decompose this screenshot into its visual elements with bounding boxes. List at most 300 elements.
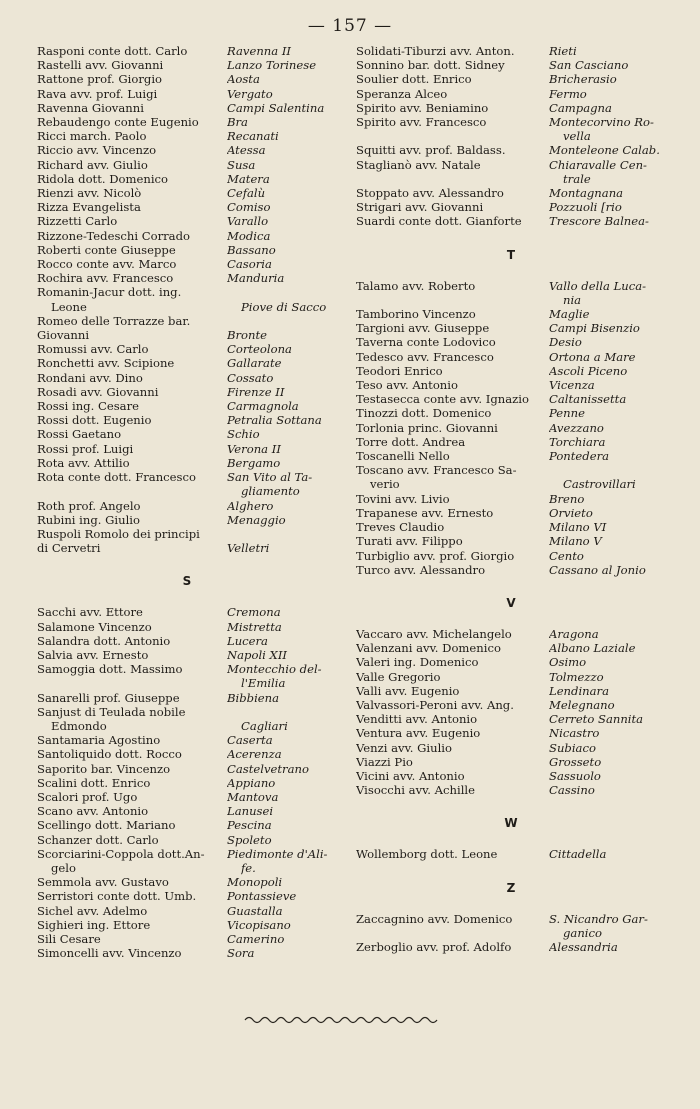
deputy-entry [356,712,666,726]
constituency: Orvieto [549,505,593,520]
deputy-entry [37,399,337,413]
deputy-entry [37,442,337,456]
constituency: Castrovillari [563,477,636,492]
deputy-entry [356,627,666,641]
entry-line [37,172,337,186]
constituency: Caserta [227,733,273,748]
deputy-name: Turbiglio avv. prof. Giorgio [356,548,515,563]
deputy-name: Teso avv. Antonio [356,378,458,393]
constituency: Bergamo [227,455,281,470]
deputy-entry [356,421,666,435]
entry-line [356,712,666,726]
deputy-name: Zaccagnino avv. Domenico [356,911,513,926]
deputy-name: Tinozzi dott. Domenico [356,406,492,421]
constituency: Pozzuoli [rio [549,200,622,215]
constituency: Caltanissetta [549,392,627,407]
entry-line [37,691,337,705]
deputy-entry [37,456,337,470]
deputy-name: Roth prof. Angelo [37,498,141,513]
deputy-entry [356,755,666,769]
deputy-name: Rossi prof. Luigi [37,441,134,456]
deputy-name: Rizzone-Tedeschi Corrado [37,228,190,243]
deputy-entry [356,940,666,954]
deputy-entry [37,527,337,555]
entry-line [37,747,337,761]
entry-line [37,762,337,776]
deputy-name: Scalini dott. Enrico [37,775,151,790]
deputy-entry [37,762,337,776]
deputy-name: Romeo delle Torrazze bar. [37,313,191,328]
constituency: Vicenza [549,378,595,393]
deputy-name: verio [370,477,400,492]
deputy-entry [356,741,666,755]
deputy-entry [356,684,666,698]
entry-line [356,627,666,641]
entry-line [356,655,666,669]
deputy-name: Strigari avv. Giovanni [356,200,484,215]
deputy-name: Torre dott. Andrea [356,434,466,449]
entry-line [37,58,337,72]
entry-line [37,427,337,441]
deputy-entry [356,72,666,86]
constituency: Cefalù [227,186,266,201]
deputy-name: Turco avv. Alessandro [356,562,486,577]
constituency: Manduria [227,271,285,286]
section-letter: Z [506,880,516,895]
constituency: Castelvetrano [227,761,309,776]
constituency: Tolmezzo [549,669,604,684]
deputy-entry [37,44,337,58]
entry-line [37,115,337,129]
entry-line [356,641,666,655]
entry-line [356,463,666,477]
constituency: Bricherasio [549,72,617,87]
deputy-entry [37,172,337,186]
deputy-entry [37,833,337,847]
entry-line [356,435,666,449]
deputy-name: Rattone prof. Giorgio [37,72,163,87]
deputy-entry [356,307,666,321]
deputy-name: Romussi avv. Carlo [37,342,149,357]
entry-line [356,477,666,491]
entry-line [356,378,666,392]
constituency: Monteleone Calab. [549,143,660,158]
constituency: Ravenna II [227,44,292,58]
entry-line [356,158,666,172]
entry-line [37,541,337,555]
constituency: Sora [227,946,255,961]
deputy-name: Sanarelli prof. Giuseppe [37,690,180,705]
constituency: Susa [227,157,256,172]
constituency: Piove di Sacco [241,299,327,314]
deputy-entry [37,605,337,619]
entry-line [37,314,337,328]
deputy-name: Toscanelli Nello [356,449,450,464]
deputy-name: Rubini ing. Giulio [37,512,140,527]
deputy-name: Valle Gregorio [356,669,441,684]
deputy-entry [37,662,337,690]
constituency: Recanati [227,129,279,144]
deputy-name: Venzi avv. Giulio [356,740,452,755]
deputy-entry [37,257,337,271]
deputy-entry [37,705,337,733]
entry-line [356,741,666,755]
entry-line [356,783,666,797]
entry-line [356,321,666,335]
entry-line [37,413,337,427]
deputy-entry [356,449,666,463]
deputy-name: Scano avv. Antonio [37,804,149,819]
entry-line [37,44,337,58]
deputy-name: Ronchetti avv. Scipione [37,356,175,371]
constituency: trale [563,171,591,186]
deputy-entry [37,499,337,513]
deputy-name: Rocco conte avv. Marco [37,257,177,272]
deputy-entry [37,427,337,441]
entry-line [37,904,337,918]
constituency: Matera [227,171,270,186]
constituency: Penne [549,406,585,421]
constituency: Cagliari [241,718,288,733]
constituency: Cassano al Jonio [549,562,646,577]
entry-line [356,926,666,940]
deputy-entry [37,158,337,172]
constituency: Cossato [227,370,274,385]
deputy-name: Saporito bar. Vincenzo [37,761,171,776]
constituency: Montecchio del- [227,662,322,677]
deputy-name: Tovini avv. Livio [356,491,450,506]
constituency: nia [563,292,582,307]
deputy-name: Spirito avv. Beniamino [356,100,489,115]
deputy-name: Sighieri ing. Ettore [37,917,151,932]
entry-line [37,257,337,271]
deputy-name: Rondani avv. Dino [37,370,143,385]
deputy-entry [356,698,666,712]
entry-line [37,129,337,143]
deputy-name: Rossi dott. Eugenio [37,413,152,428]
deputy-name: Staglianò avv. Natale [356,157,481,172]
constituency: Monopoli [227,875,283,890]
constituency: Pontassieve [227,889,297,904]
constituency: Carmagnola [227,399,299,414]
constituency: Bra [227,115,248,130]
constituency: Varallo [227,214,269,229]
entry-line [356,115,666,129]
constituency: Cassino [549,783,595,798]
constituency: Appiano [227,775,276,790]
constituency: Nicastro [549,726,600,741]
entry-line [37,214,337,228]
deputy-entry [356,350,666,364]
entry-line [37,72,337,86]
deputy-name: Ricci march. Paolo [37,129,147,144]
constituency: Avezzano [549,420,604,435]
entry-line [356,307,666,321]
deputy-name: Valvassori-Peroni avv. Ang. [356,697,514,712]
entry-line [356,406,666,420]
deputy-name: Rienzi avv. Nicolò [37,186,142,201]
deputy-name: Samoggia dott. Massimo [37,662,183,677]
entry-line [356,940,666,954]
deputy-name: Santoliquido dott. Rocco [37,747,182,762]
left-column [37,44,337,960]
constituency: Fermo [549,86,587,101]
entry-line [356,279,666,293]
deputy-entry [37,385,337,399]
deputy-entry [37,115,337,129]
constituency: Osimo [549,655,587,670]
deputy-entry [356,335,666,349]
constituency: Lucera [227,633,268,648]
deputy-name: Sanjust di Teulada nobile [37,704,186,719]
constituency: Camerino [227,931,285,946]
constituency: Napoli XII [227,647,287,662]
deputy-name: Rossi Gaetano [37,427,122,442]
deputy-entry [37,72,337,86]
entry-line [37,158,337,172]
deputy-entry [356,378,666,392]
entry-line [37,371,337,385]
entry-line [356,200,666,214]
page-number: — 157 — [307,16,393,36]
constituency: Schio [227,427,260,442]
deputy-name: Ravenna Giovanni [37,100,144,115]
deputy-entry [37,58,337,72]
deputy-name: Targioni avv. Giuseppe [356,321,490,336]
deputy-entry [37,314,337,342]
deputy-entry [37,143,337,157]
deputy-entry [37,918,337,932]
deputy-entry [356,506,666,520]
constituency: Trescore Balnea- [549,214,649,229]
entry-line [37,662,337,676]
deputy-name: Taverna conte Lodovico [356,335,496,350]
entry-line [356,364,666,378]
entry-line [37,875,337,889]
entry-line [37,605,337,619]
deputy-name: Rizzetti Carlo [37,214,118,229]
deputy-name: Toscano avv. Francesco Sa- [356,463,517,478]
constituency: Pontedera [549,449,610,464]
entry-line [37,399,337,413]
deputy-name: Richard avv. Giulio [37,157,148,172]
deputy-entry [37,875,337,889]
deputy-name: Treves Claudio [356,520,445,535]
constituency: Velletri [227,541,270,556]
deputy-entry [356,670,666,684]
constituency: Albano Laziale [549,641,636,656]
entry-line [37,442,337,456]
deputy-name: Scorciarini-Coppola dott.An- [37,846,205,861]
deputy-entry [356,44,666,58]
deputy-entry [356,214,666,228]
deputy-name: Rosadi avv. Giovanni [37,384,159,399]
constituency: Grosseto [549,754,602,769]
entry-line [356,726,666,740]
deputy-entry [356,655,666,669]
deputy-entry [37,620,337,634]
deputy-entry [37,101,337,115]
constituency: S. Nicandro Gar- [549,911,648,926]
deputy-entry [37,285,337,313]
constituency: Subiaco [549,740,596,755]
entry-line [356,214,666,228]
deputy-name: Schanzer dott. Carlo [37,832,159,847]
deputy-name: Leone [51,299,87,314]
deputy-name: Salandra dott. Antonio [37,633,171,648]
deputy-name: Rastelli avv. Giovanni [37,58,164,73]
deputy-name: Rasponi conte dott. Carlo [37,44,188,58]
deputy-name: Ridola dott. Domenico [37,171,169,186]
entry-line [356,755,666,769]
constituency: Sassuolo [549,768,601,783]
deputy-name: Viazzi Pio [356,754,413,769]
constituency: Guastalla [227,903,283,918]
constituency: Bassano [227,242,276,257]
entry-line [356,698,666,712]
deputy-name: Rossi ing. Cesare [37,399,139,414]
entry-line [37,676,337,690]
entry-line [356,392,666,406]
deputy-entry [37,733,337,747]
constituency: gliamento [241,484,300,499]
constituency: Firenze II [227,384,285,399]
constituency: Aosta [227,72,260,87]
deputy-entry [37,271,337,285]
entry-line [356,670,666,684]
deputy-name: di Cervetri [37,541,101,556]
entry-line [37,946,337,960]
entry-line [37,186,337,200]
deputy-name: Salamone Vincenzo [37,619,152,634]
deputy-name: Turati avv. Filippo [356,534,463,549]
constituency: Lendinara [549,683,609,698]
entry-line [37,733,337,747]
deputy-name: Scellingo dott. Mariano [37,818,176,833]
constituency: ganico [563,925,602,940]
constituency: Lanzo Torinese [227,58,317,73]
entry-line [37,456,337,470]
deputy-name: Simoncelli avv. Vincenzo [37,946,182,961]
deputy-entry [37,413,337,427]
deputy-name: gelo [51,860,76,875]
deputy-name: Riccio avv. Vincenzo [37,143,157,158]
entry-line [356,335,666,349]
deputy-entry [356,101,666,115]
constituency: Piedimonte d'Ali- [227,846,328,861]
deputy-entry [356,726,666,740]
entry-line [356,101,666,115]
deputy-entry [37,342,337,356]
deputy-name: Solidati-Tiburzi avv. Anton. [356,44,515,58]
constituency: Casoria [227,257,272,272]
entry-line [37,818,337,832]
entry-line [37,229,337,243]
constituency: Milano VI [549,520,607,535]
deputy-entry [37,790,337,804]
deputy-name: Serristori conte dott. Umb. [37,889,197,904]
entry-line [356,847,666,861]
deputy-name: Scalori prof. Ugo [37,789,138,804]
constituency: Gallarate [227,356,282,371]
entry-line [356,44,666,58]
deputy-name: Sonnino bar. dott. Sidney [356,58,505,73]
entry-line [37,385,337,399]
entry-line [356,534,666,548]
deputy-entry [37,229,337,243]
entry-line [37,861,337,875]
constituency: Campagna [549,100,612,115]
constituency: Torchiara [549,434,606,449]
deputy-entry [37,932,337,946]
deputy-entry [37,356,337,370]
entry-line [356,143,666,157]
constituency: fe. [241,860,256,875]
deputy-name: Valli avv. Eugenio [356,683,460,698]
entry-line [37,634,337,648]
constituency: Menaggio [227,512,286,527]
constituency: Mantova [227,789,279,804]
deputy-name: Salvia avv. Ernesto [37,647,149,662]
deputy-entry [37,776,337,790]
deputy-name: Semmola avv. Gustavo [37,875,169,890]
deputy-entry [37,214,337,228]
deputy-entry [356,463,666,491]
constituency: Vergato [227,86,273,101]
entry-line [37,776,337,790]
deputy-entry [37,847,337,875]
entry-line [37,200,337,214]
constituency: Rieti [549,44,577,58]
deputy-entry [356,783,666,797]
deputy-name: Rizza Evangelista [37,200,141,215]
ornamental-rule [243,1014,443,1026]
deputy-entry [37,470,337,498]
deputy-name: Valeri ing. Domenico [356,655,479,670]
deputy-entry [356,534,666,548]
constituency: Maglie [549,307,590,322]
deputy-entry [37,691,337,705]
deputy-name: Tedesco avv. Francesco [356,349,494,364]
constituency: Petralia Sottana [227,413,322,428]
deputy-entry [356,321,666,335]
entry-line [37,243,337,257]
deputy-entry [356,641,666,655]
constituency: Cerreto Sannita [549,712,644,727]
constituency: Desio [549,335,582,350]
constituency: Campi Bisenzio [549,321,640,336]
deputy-entry [356,406,666,420]
deputy-entry [37,634,337,648]
deputy-name: Edmondo [51,718,107,733]
constituency: Vicopisano [227,917,291,932]
entry-line [37,342,337,356]
deputy-name: Wollemborg dott. Leone [356,847,498,862]
entry-line [37,719,337,733]
deputy-name: Sichel avv. Adelmo [37,903,148,918]
deputy-name: Vicini avv. Antonio [356,768,465,783]
deputy-name: Rebaudengo conte Eugenio [37,115,199,130]
constituency: Alghero [227,498,274,513]
deputy-name: Rochira avv. Francesco [37,271,174,286]
entry-line [356,520,666,534]
deputy-entry [356,115,666,143]
deputy-entry [356,364,666,378]
deputy-entry [37,371,337,385]
deputy-entry [356,58,666,72]
deputy-name: Torlonia princ. Giovanni [356,420,498,435]
deputy-entry [37,818,337,832]
